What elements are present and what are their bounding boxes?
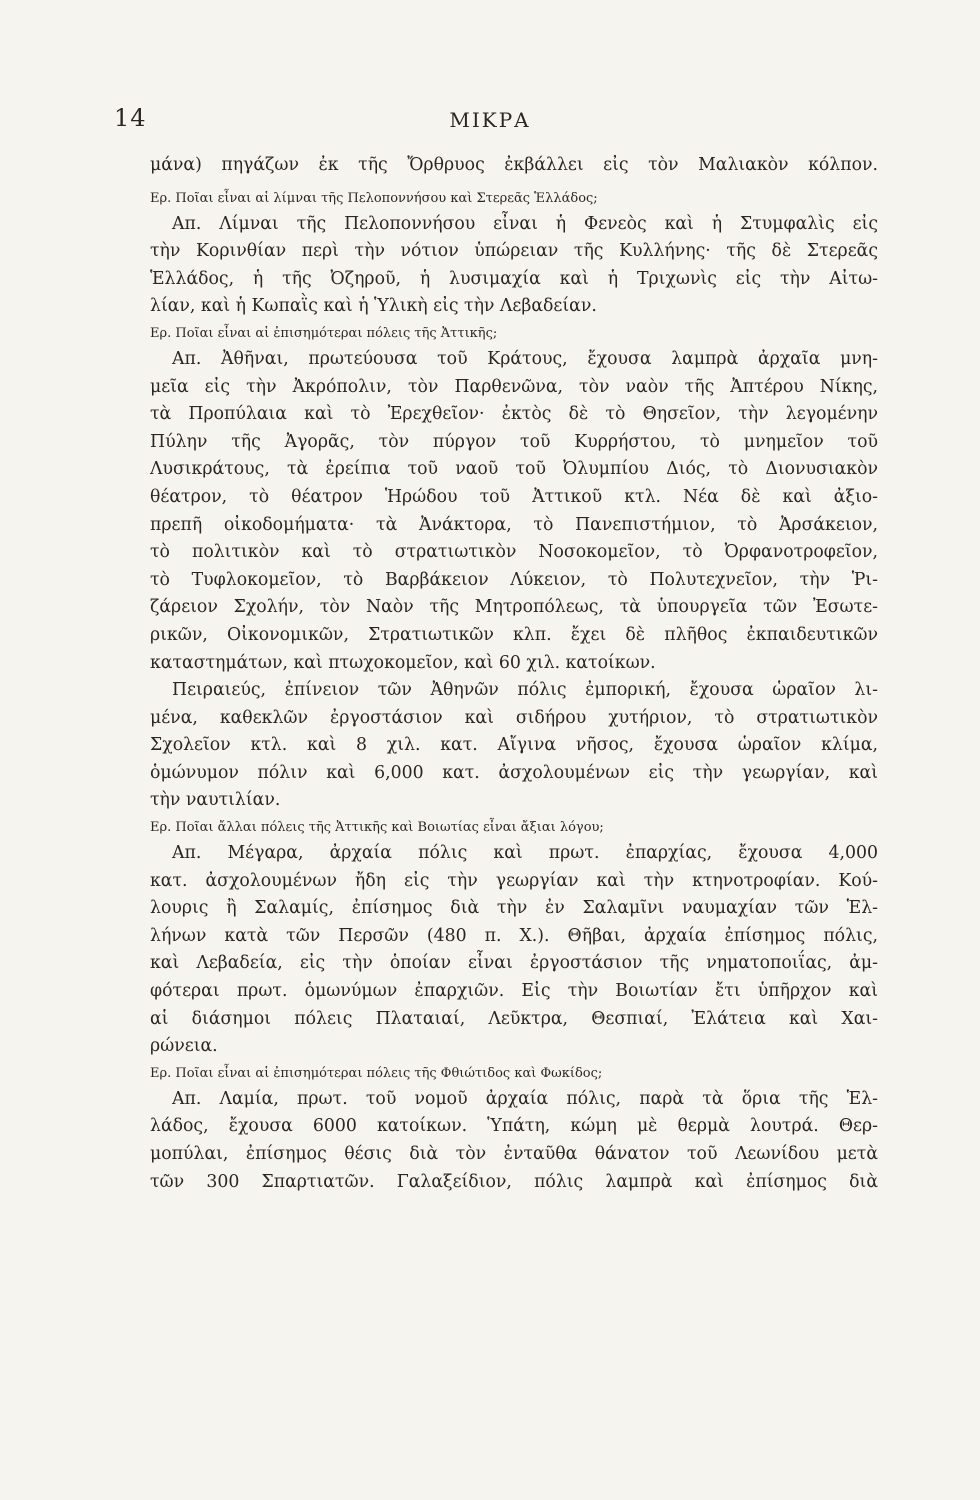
text-line: μάνα) πηγάζων ἐκ τῆς Ὄρθρυος ἐκβάλλει εἰς τὸν Μαλιακὸν κόλπον.: [150, 155, 878, 175]
answer-line: Απ. Μέγαρα, ἀρχαία πόλις καὶ πρωτ. ἐπαρχίας, ἔχουσα 4,000: [172, 843, 878, 864]
answer-line: Απ. Λίμναι τῆς Πελοποννήσου εἶναι ἡ Φενεὸς καὶ ἡ Στυμφαλὶς εἰς: [172, 213, 878, 234]
text-line: Λυσικράτους, τὰ ἐρείπια τοῦ ναοῦ τοῦ Ὀλυμπίου Διός, τὸ Διονυσιακὸν: [150, 459, 878, 480]
text-line: μεῖα εἰς τὴν Ἀκρόπολιν, τὸν Παρθενῶνα, τὸν ναὸν τῆς Ἀπτέρου Νίκης,: [150, 376, 878, 397]
text-line: μένα, καθεκλῶν ἐργοστάσιον καὶ σιδήρου χυτήριον, τὸ στρατιωτικὸν: [150, 707, 878, 728]
answer-line: Απ. Λαμία, πρωτ. τοῦ νομοῦ ἀρχαία πόλις, παρὰ τὰ ὅρια τῆς Ἑλ-: [172, 1088, 878, 1109]
text-line: θέατρον, τὸ θέατρον Ἡρώδου τοῦ Ἀττικοῦ κτλ. Νέα δὲ καὶ ἀξιο-: [150, 486, 878, 507]
text-line: Σχολεῖον κτλ. καὶ 8 χιλ. κατ. Αἴγινα νῆσος, ἔχουσα ὡραῖον κλίμα,: [150, 735, 878, 756]
text-line: καὶ Λεβαδεία, εἰς τὴν ὁποίαν εἶναι ἐργοστάσιον τῆς νηματοποιΐας, ἀμ-: [150, 953, 878, 974]
text-line: τὸ Τυφλοκομεῖον, τὸ Βαρβάκειον Λύκειον, τὸ Πολυτεχνεῖον, τὴν Ῥι-: [150, 569, 878, 590]
text-line: Πύλην τῆς Ἀγορᾶς, τὸν πύργον τοῦ Κυρρήστου, τὸ μνημεῖον τοῦ: [150, 431, 878, 452]
page-body-text: [150, 152, 878, 1196]
text-line: λουρις ἢ Σαλαμίς, ἐπίσημος διὰ τὴν ἐν Σαλαμῖνι ναυμαχίαν τῶν Ἑλ-: [150, 898, 878, 919]
text-line: πρεπῆ οἰκοδομήματα· τὰ Ἀνάκτορα, τὸ Πανεπιστήμιον, τὸ Ἀρσάκειον,: [150, 514, 878, 535]
text-line: Πειραιεύς, ἐπίνειον τῶν Ἀθηνῶν πόλις ἐμπορική, ἔχουσα ὡραῖον λι-: [172, 680, 878, 701]
text-line: κατ. ἀσχολουμένων ἤδη εἰς τὴν γεωργίαν καὶ τὴν κτηνοτροφίαν. Κού-: [150, 870, 878, 891]
text-line: τὴν Κορινθίαν περὶ τὴν νότιον ὑπώρειαν τῆς Κυλλήνης· τῆς δὲ Στερεᾶς: [150, 241, 878, 262]
question-line: Ερ. Ποῖαι εἶναι αἱ ἐπισημότεραι πόλεις τῆς Ἀττικῆς;: [150, 325, 498, 341]
text-line: φότεραι πρωτ. ὁμωνύμων ἐπαρχιῶν. Εἰς τὴν Βοιωτίαν ἔτι ὑπῆρχον καὶ: [150, 981, 878, 1002]
text-line: τὴν ναυτιλίαν.: [150, 790, 281, 811]
question-line: Ερ. Ποῖαι ἄλλαι πόλεις τῆς Ἀττικῆς καὶ Βοιωτίας εἶναι ἄξιαι λόγου;: [150, 820, 604, 836]
text-line: ρώνεια.: [150, 1036, 218, 1057]
text-line: μοπύλαι, ἐπίσημος θέσις διὰ τὸν ἐνταῦθα θάνατον τοῦ Λεωνίδου μετὰ: [150, 1144, 878, 1164]
text-line: λίαν, καὶ ἡ Κωπαῒς καὶ ἡ Ὑλικὴ εἰς τὴν Λεβαδείαν.: [150, 296, 597, 317]
text-line: τὰ Προπύλαια καὶ τὸ Ἐρεχθεῖον· ἐκτὸς δὲ τὸ Θησεῖον, τὴν λεγομένην: [150, 404, 878, 425]
text-line: τῶν 300 Σπαρτιατῶν. Γαλαξείδιον, πόλις λαμπρὰ καὶ ἐπίσημος διὰ: [150, 1171, 878, 1192]
text-line: αἱ διάσημοι πόλεις Πλαταιαί, Λεῦκτρα, Θεσπιαί, Ἐλάτεια καὶ Χαι-: [150, 1008, 878, 1029]
text-line: ὁμώνυμον πόλιν καὶ 6,000 κατ. ἀσχολουμένων εἰς τὴν γεωργίαν, καὶ: [150, 762, 878, 783]
running-title: ΜΙΚΡΑ: [449, 108, 531, 132]
question-line: Ερ. Ποῖαι εἶναι αἱ λίμναι τῆς Πελοποννήσου καὶ Στερεᾶς Ἑλλάδος;: [150, 190, 598, 206]
page-header: [0, 100, 980, 140]
answer-line: Απ. Ἀθῆναι, πρωτεύουσα τοῦ Κράτους, ἔχουσα λαμπρὰ ἀρχαῖα μνη-: [172, 348, 878, 369]
question-line: Ερ. Ποῖαι εἶναι αἱ ἐπισημότεραι πόλεις τῆς Φθιώτιδος καὶ Φωκίδος;: [150, 1065, 603, 1081]
page-number: 14: [114, 104, 147, 132]
text-line: Ἑλλάδος, ἡ τῆς Ὀζηροῦ, ἡ λυσιμαχία καὶ ἡ Τριχωνὶς εἰς τὴν Αἰτω-: [150, 268, 878, 289]
text-line: τὸ πολιτικὸν καὶ τὸ στρατιωτικὸν Νοσοκομεῖον, τὸ Ὀρφανοτροφεῖον,: [150, 542, 878, 563]
text-line: λάδος, ἔχουσα 6000 κατοίκων. Ὑπάτη, κώμη μὲ θερμὰ λουτρά. Θερ-: [150, 1116, 878, 1137]
text-line: καταστημάτων, καὶ πτωχοκομεῖον, καὶ 60 χιλ. κατοίκων.: [150, 652, 656, 673]
text-line: ρικῶν, Οἰκονομικῶν, Στρατιωτικῶν κλπ. ἔχει δὲ πλῆθος ἐκπαιδευτικῶν: [150, 624, 878, 645]
text-line: ζάρειον Σχολήν, τὸν Ναὸν τῆς Μητροπόλεως, τὰ ὑπουργεῖα τῶν Ἐσωτε-: [150, 597, 878, 618]
text-line: λήνων κατὰ τῶν Περσῶν (480 π. Χ.). Θῆβαι, ἀρχαία ἐπίσημος πόλις,: [150, 925, 878, 946]
